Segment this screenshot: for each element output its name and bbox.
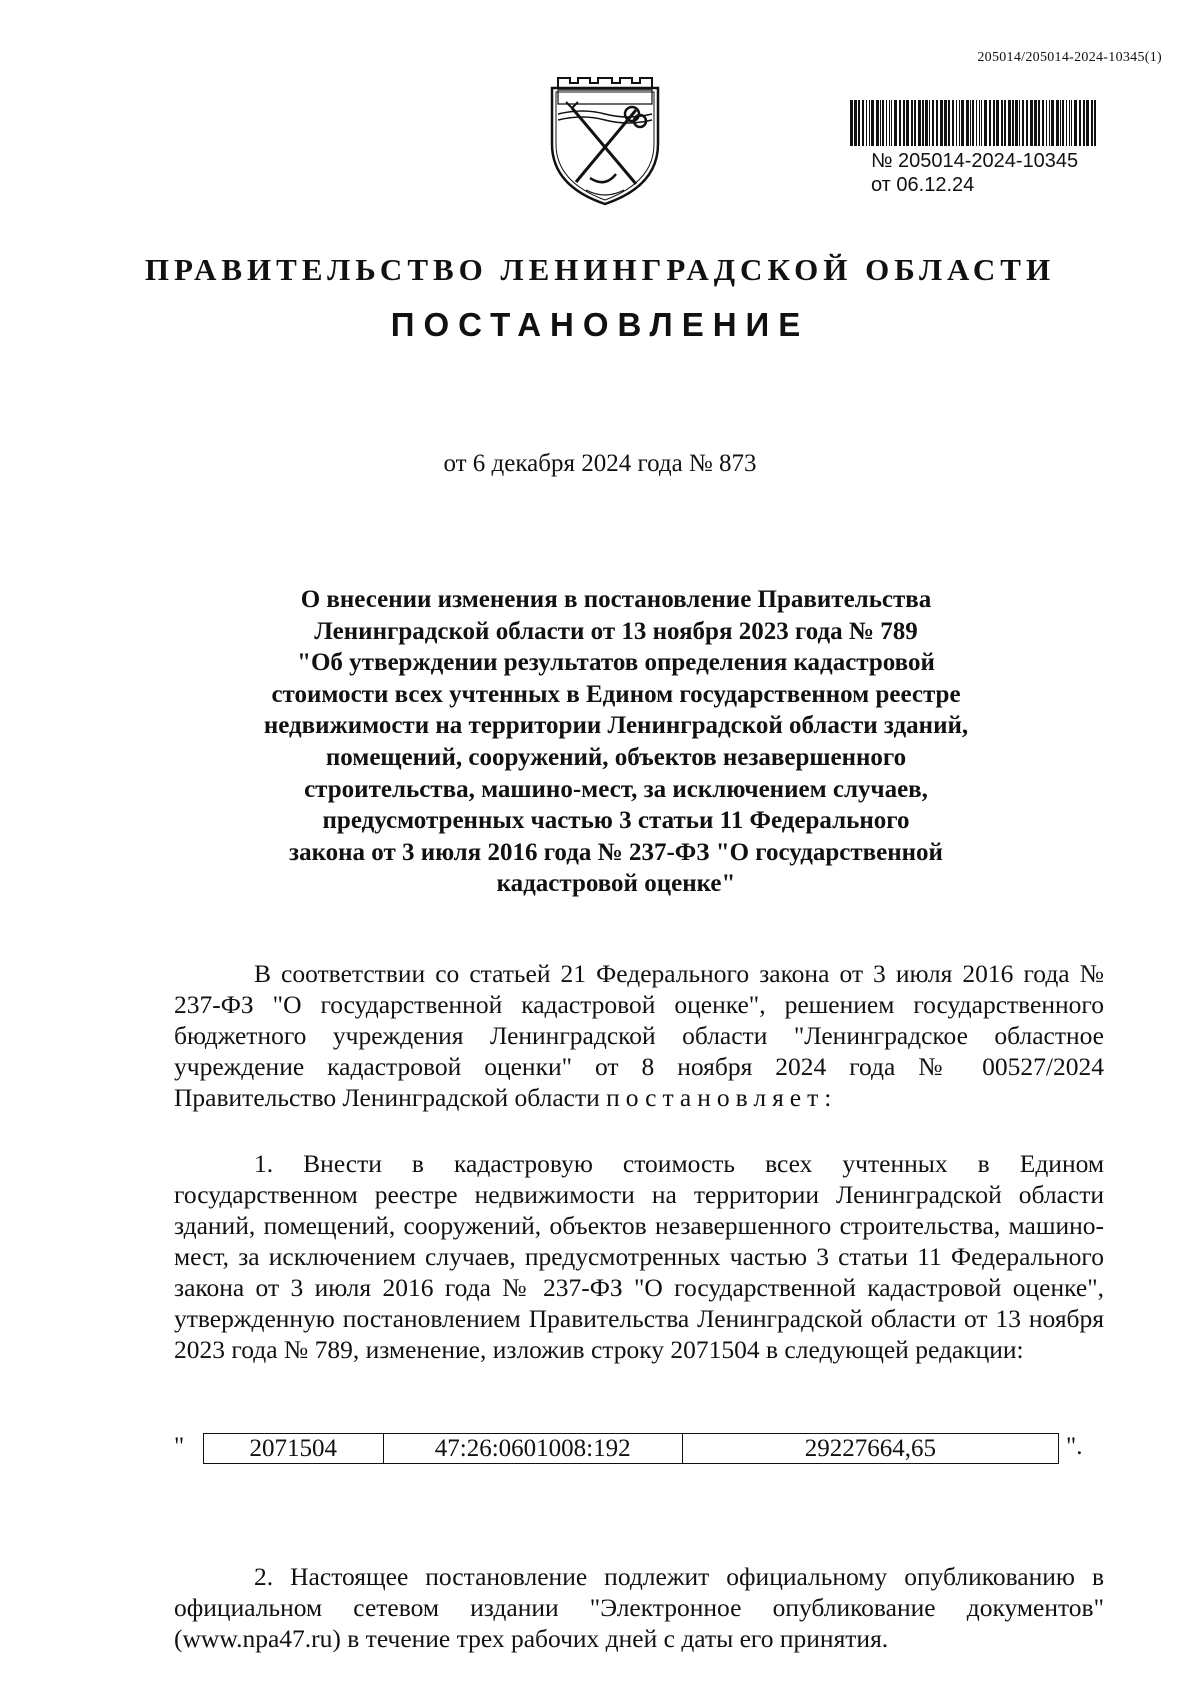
item-2-paragraph (174, 1561, 1104, 1654)
subject-line: "Об утверждении результатов определения кадастровой (297, 649, 935, 677)
decree-date-number: от 6 декабря 2024 года № 873 (443, 450, 757, 477)
preamble-paragraph (174, 958, 1104, 1113)
subject-line: Ленинградской области от 13 ноября 2023 года № 789 (314, 617, 918, 645)
resolving-verb: постановляет: (606, 1083, 838, 1112)
table-row (204, 1434, 1059, 1464)
subject-line: закона от 3 июля 2016 года № 237-ФЗ "О государственной (289, 838, 943, 866)
decree-title: ПОСТАНОВЛЕНИЕ (390, 306, 810, 343)
subject-line: кадастровой оценке" (496, 870, 736, 898)
table-close-quote: ". (1066, 1433, 1083, 1460)
subject-line: О внесении изменения в постановление Правительства (300, 586, 932, 613)
leningrad-oblast-coat-of-arms-icon (548, 74, 662, 208)
barcode-icon (848, 100, 1102, 146)
cadastral-value-cell: 29227664,65 (682, 1434, 1058, 1464)
preamble-text: В соответствии со статьей 21 Федерального закона от 3 июля 2016 года № 237-ФЗ "О государственной кадастровой оценке", решением государственного бюджетного учреждения Ленинградской области "Ленинградское областное учреждение кадастровой оценки" от 8 ноября 2024 года № 00527/2024 Правительство Ленинградской области (174, 959, 1104, 1112)
cadastral-number-cell: 47:26:0601008:192 (383, 1434, 682, 1464)
row-number-cell: 2071504 (204, 1434, 384, 1464)
registration-number: № 205014-2024-10345 (871, 150, 1079, 172)
subject-line: недвижимости на территории Ленинградской области зданий, (263, 712, 969, 740)
subject-line: помещений, сооружений, объектов незавершенного (325, 743, 907, 771)
item-1-paragraph (174, 1148, 1104, 1365)
subject-line: строительства, машино-мест, за исключением случаев, (304, 775, 928, 803)
decree-subject (226, 584, 1006, 900)
subject-line: стоимости всех учтенных в Едином государственном реестре (271, 680, 961, 708)
government-title: ПРАВИТЕЛЬСТВО ЛЕНИНГРАДСКОЙ ОБЛАСТИ (144, 252, 1056, 287)
amended-row-table (203, 1433, 1059, 1464)
subject-line: предусмотренных частью 3 статьи 11 Федерального (322, 807, 910, 835)
table-open-quote: " (174, 1433, 185, 1460)
item-1-text: 1. Внести в кадастровую стоимость всех учтенных в Едином государственном реестре недвижимости на территории Ленинградской области зданий, помещений, сооружений, объектов незавершенного строительства, машино-мест, за исключением случаев, предусмотренных частью 3 статьи 11 Федерального закона от 3 июля 2016 года № 237-ФЗ "О государственной кадастровой оценке", утвержденную постановлением Правительства Ленинградской области от 13 ноября 2023 года № 789, изменение, изложив строку 2071504 в следующей редакции: (174, 1149, 1104, 1364)
document-id: 205014/205014-2024-10345(1) (977, 50, 1162, 65)
registration-date: от 06.12.24 (871, 174, 975, 196)
item-2-text: 2. Настоящее постановление подлежит официальному опубликованию в официальном сетевом издании "Электронное опубликование документов" (www.npa47.ru) в течение трех рабочих дней с даты его принятия. (174, 1562, 1104, 1653)
